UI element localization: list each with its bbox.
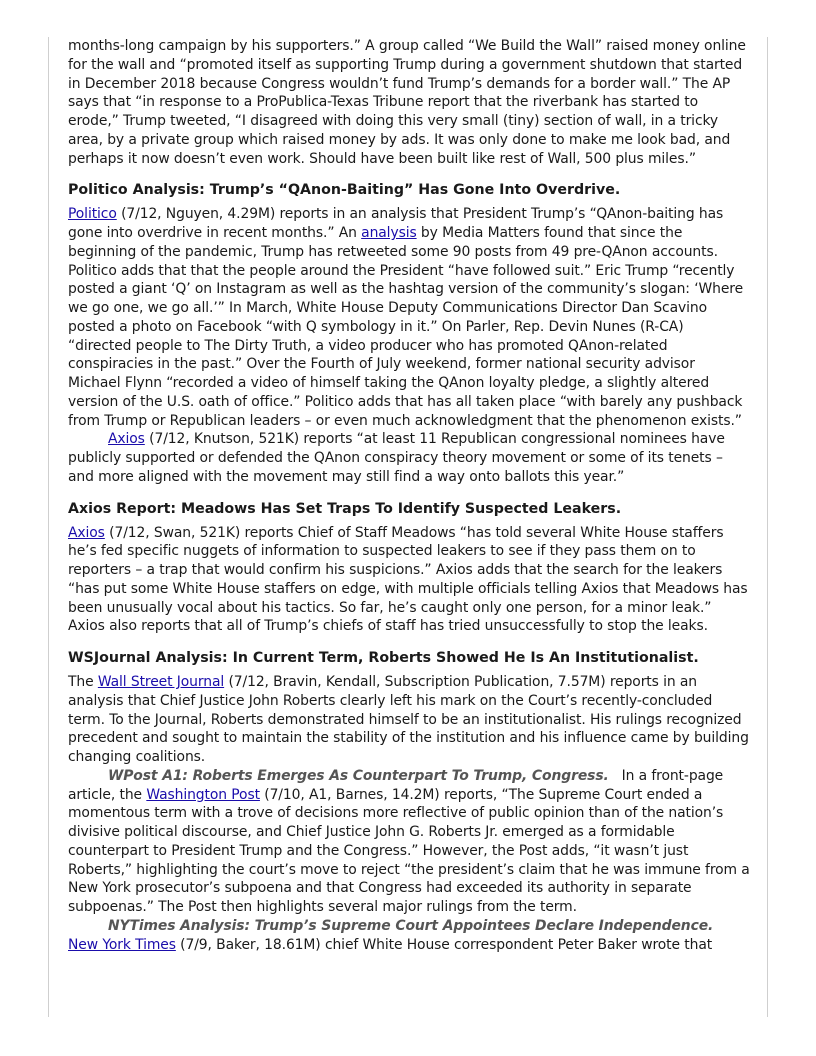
nyt-subheading: NYTimes Analysis: Trump’s Supreme Court Appointees Declare Independence.: [108, 917, 714, 934]
wpost-subheading: WPost A1: Roberts Emerges As Counterpart To Trump, Congress.: [108, 767, 609, 784]
section-heading-politico: Politico Analysis: Trump’s “QAnon-Baiting” Has Gone Into Overdrive.: [68, 182, 621, 199]
section-heading-wsj: WSJournal Analysis: In Current Term, Roberts Showed He Is An Institutionalist.: [68, 650, 699, 666]
politico-link[interactable]: Politico: [68, 206, 117, 223]
politico-paragraph: Politico (7/12, Nguyen, 4.29M) reports in an analysis that President Trump’s “QAnon-baiting has gone into overdrive in recent months.” An analysis by Media Matters found that since the beginning of the pandemic, Trump has retweeted some 90 posts from 49 pre-QAnon accounts. Politico adds that that the people around the President “have followed suit.” Eric Trump “recently posted a giant ‘Q’ on Instagram as well as the hashtag version of the community’s slogan: ‘Where we go one, we go all.’” In March, White House Deputy Communications Director Dan Scavino posted a photo on Facebook “with Q symbology in it.” On Parler, Rep. Devin Nunes (R-CA) “directed people to The Dirty Truth, a video producer who has promoted QAnon-related conspiracies in the past.” Over the Fourth of July weekend, former national security advisor Michael Flynn “recorded a video of himself taking the QAnon loyalty pledge, a slightly altered version of the U.S. oath of office.” Politico adds that has all taken place “with barely any pushback from Trump or Republican leaders – or even much acknowledgment that the phenomenon exists.”: [68, 206, 744, 429]
wpost-link[interactable]: Washington Post: [146, 786, 260, 803]
nyt-link[interactable]: New York Times: [68, 936, 176, 953]
left-margin-rule: [48, 37, 49, 1017]
axios-qanon-paragraph: Axios (7/12, Knutson, 521K) reports “at least 11 Republican congressional nominees have publicly supported or defended the QAnon conspiracy theory movement or some of its tenets – and more aligned with the movement may still find a way onto ballots this year.”: [68, 431, 725, 485]
wpost-paragraph: WPost A1: Roberts Emerges As Counterpart To Trump, Congress. In a front-page article, the Washington Post (7/10, A1, Barnes, 14.2M) reports, “The Supreme Court ended a momentous term with a trove of decisions more reflective of public opinion than of the nation’s divisive political discourse, and Chief Justice John G. Roberts Jr. emerged as a formidable counterpart to President Trump and the Congress.” However, the Post adds, “it wasn’t just Roberts,” highlighting the court’s move to reject “the president’s claim that he was immune from a New York prosecutor’s subpoena and that Congress had exceeded its authority in separate subpoenas.” The Post then highlights several major rulings from the term.: [68, 767, 750, 915]
wsj-paragraph: The Wall Street Journal (7/12, Bravin, Kendall, Subscription Publication, 7.57M) reports in an analysis that Chief Justice John Roberts clearly left his mark on the Court’s recently-concluded term. To the Journal, Roberts demonstrated himself to be an institutionalist. His rulings recognized precedent and sought to maintain the stability of the institution and his influence came by building changing coalitions.: [68, 674, 749, 765]
wsj-link[interactable]: Wall Street Journal: [97, 674, 225, 690]
section-heading-axios: Axios Report: Meadows Has Set Traps To Identify Suspected Leakers.: [68, 500, 622, 517]
axios-link-2[interactable]: Axios: [68, 524, 105, 541]
analysis-link[interactable]: analysis: [361, 225, 417, 241]
axios-meadows-paragraph: Axios (7/12, Swan, 521K) reports Chief of Staff Meadows “has told several White House staffers he’s fed specific nuggets of information to suspected leakers to see if they pass them on to reporters – a trap that would confirm his suspicions.” Axios adds that the search for the leakers “has put some White House staffers on edge, with multiple officials telling Axios that Meadows has been unusually vocal about his tactics. So far, he’s caught only one person, for a minor leak.” Axios also reports that all of Trump’s chiefs of staff has tried unsuccessfully to stop the leaks.: [68, 524, 748, 635]
axios-link-1[interactable]: Axios: [108, 431, 145, 448]
right-margin-rule: [767, 37, 768, 1017]
nyt-subheading-line: [68, 917, 750, 936]
nyt-paragraph: New York Times (7/9, Baker, 18.61M) chief White House correspondent Peter Baker wrote that: [68, 936, 713, 953]
top-paragraph: months-long campaign by his supporters.” A group called “We Build the Wall” raised money online for the wall and “promoted itself as supporting Trump during a government shutdown that started in December 2018 because Congress wouldn’t fund Trump’s demands for a border wall.” The AP says that “in response to a ProPublica-Texas Tribune report that the riverbank has started to erode,” Trump tweeted, “I disagreed with doing this very small (tiny) section of wall, in a tricky area, by a private group which raised money by ads. It was only done to make me look bad, and perhaps it now doesn’t even work. Should have been built like rest of Wall, 500 plus miles.”: [68, 38, 746, 167]
document-body: [68, 37, 750, 954]
